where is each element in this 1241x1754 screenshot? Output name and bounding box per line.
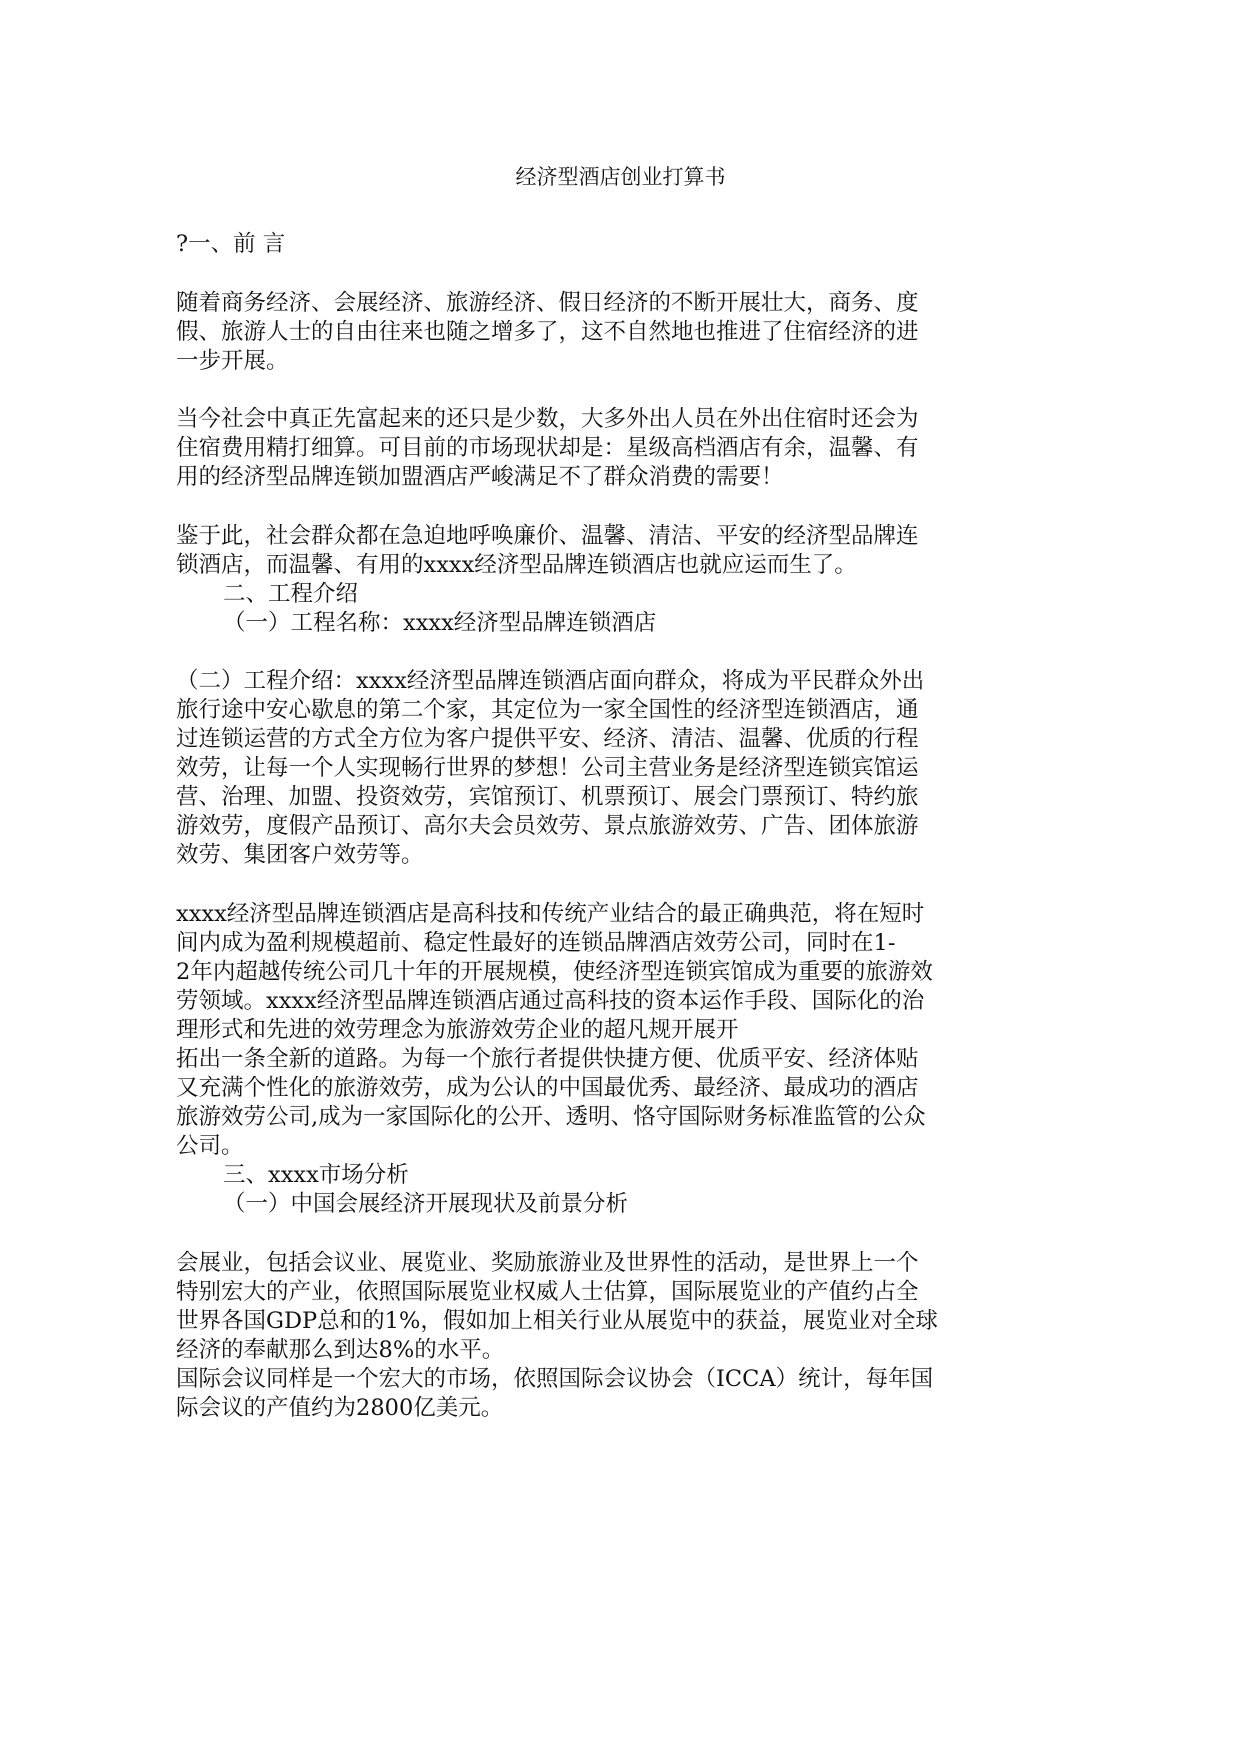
paragraph-line: 经济的奉献那么到达8%的水平。 [176,1337,505,1363]
subsection-heading: （一）工程名称：xxxx经济型品牌连锁酒店 [223,610,657,636]
paragraph-line: 间内成为盈利规模超前、稳定性最好的连锁品牌酒店效劳公司，同时在1- [176,930,896,956]
paragraph-line: 公司。 [176,1133,244,1159]
paragraph-line: 又充满个性化的旅游效劳，成为公认的中国最优秀、最经济、最成功的酒店 [176,1075,919,1101]
paragraph-line: 锁酒店，而温馨、有用的xxxx经济型品牌连锁酒店也就应运而生了。 [176,552,857,578]
paragraph-line: 当今社会中真正先富起来的还只是少数，大多外出人员在外出住宿时还会为 [176,406,919,432]
paragraph-line: 特别宏大的产业，依照国际展览业权威人士估算，国际展览业的产值约占全 [176,1279,919,1305]
paragraph-line: 营、治理、加盟、投资效劳，宾馆预订、机票预订、展会门票预订、特约旅 [176,784,919,810]
paragraph-line: 随着商务经济、会展经济、旅游经济、假日经济的不断开展壮大，商务、度 [176,290,919,316]
paragraph-line: 效劳，让每一个人实现畅行世界的梦想！公司主营业务是经济型连锁宾馆运 [176,755,919,781]
paragraph-line: 拓出一条全新的道路。为每一个旅行者提供快捷方便、优质平安、经济体贴 [176,1046,919,1072]
paragraph-line: 会展业，包括会议业、展览业、奖励旅游业及世界性的活动，是世界上一个 [176,1250,919,1276]
paragraph-line: 用的经济型品牌连锁加盟酒店严峻满足不了群众消费的需要！ [176,464,784,490]
paragraph-line: 过连锁运营的方式全方位为客户提供平安、经济、清洁、温馨、优质的行程 [176,726,919,752]
section-heading: 二、工程介绍 [223,581,359,607]
subsection-heading: （一）中国会展经济开展现状及前景分析 [223,1191,629,1217]
paragraph-line: 效劳、集团客户效劳等。 [176,842,424,868]
paragraph-line: 际会议的产值约为2800亿美元。 [176,1395,504,1421]
paragraph-line: 理形式和先进的效劳理念为旅游效劳企业的超凡规开展开 [176,1017,739,1043]
paragraph-line: 一步开展。 [176,348,289,374]
paragraph-line: 国际会议同样是一个宏大的市场，依照国际会议协会（ICCA）统计，每年国 [176,1366,934,1392]
paragraph-line: 旅游效劳公司,成为一家国际化的公开、透明、恪守国际财务标准监管的公众 [176,1104,926,1130]
section-heading: 三、xxxx市场分析 [223,1162,409,1188]
paragraph-line: 游效劳，度假产品预订、高尔夫会员效劳、景点旅游效劳、广告、团体旅游 [176,813,919,839]
paragraph-line: xxxx经济型品牌连锁酒店是高科技和传统产业结合的最正确典范，将在短时 [176,901,925,927]
paragraph-line: 2年内超越传统公司几十年的开展规模，使经济型连锁宾馆成为重要的旅游效 [176,959,933,985]
paragraph-line: （二）工程介绍：xxxx经济型品牌连锁酒店面向群众，将成为平民群众外出 [176,668,925,694]
paragraph-line: 鉴于此，社会群众都在急迫地呼唤廉价、温馨、清洁、平安的经济型品牌连 [176,523,919,549]
preface-heading: ?一、前 言 [176,231,286,257]
paragraph-line: 假、旅游人士的自由往来也随之增多了，这不自然地也推进了住宿经济的进 [176,319,919,345]
paragraph-line: 世界各国GDP总和的1%，假如加上相关行业从展览中的获益，展览业对全球 [176,1308,938,1334]
paragraph-line: 劳领域。xxxx经济型品牌连锁酒店通过高科技的资本运作手段、国际化的治 [176,988,925,1014]
paragraph-line: 旅行途中安心歇息的第二个家，其定位为一家全国性的经济型连锁酒店，通 [176,697,919,723]
document-title: 经济型酒店创业打算书 [515,165,726,189]
paragraph-line: 住宿费用精打细算。可目前的市场现状却是：星级高档酒店有余，温馨、有 [176,435,919,461]
